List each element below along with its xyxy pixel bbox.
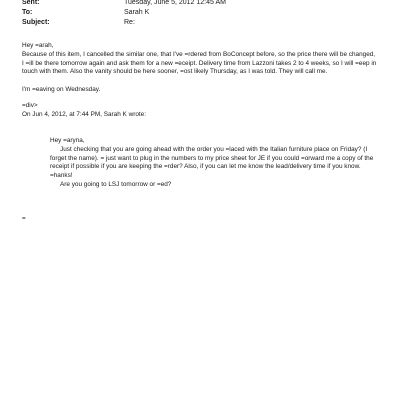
header-to-row [22,8,149,17]
to-value: Sarah K [124,9,150,16]
sent-value: Tuesday, June 5, 2012 12:45 AM [124,0,226,6]
quoted-paragraph: Just checking that you are going ahead with the order you =laced with the Italian furniture place on Friday? (I forget the name). = just want to plug in the numbers to my price sheet for JE if you could =orward me a copy of the receipt if possible if you are keeping the =rder? Also, if you can let me know the lead/delivery time if you know. =hanks! [50,146,374,179]
div-tag-text: =div> [22,102,38,109]
quoted-last-line: Are you going to LSJ tomorrow or =ed? [60,181,172,188]
to-label: To: [22,9,33,16]
quoted-paragraph-wrapper [50,146,378,180]
reply-leaving-line: I'm =eaving on Wednesday. [22,86,101,93]
quote-attribution: On Jun 4, 2012, at 7:44 PM, Sarah K wrote: [22,111,146,118]
subject-label: Subject: [22,19,50,26]
header-subject-row [22,18,135,27]
reply-greeting: Hey =arah, [22,42,54,49]
quoted-greeting: Hey =aryna, [50,137,85,144]
header-sent-row [22,0,226,7]
sent-label: Sent: [22,0,40,6]
reply-paragraph: Because of this item, I cancelled the similar one, that I've =rdered from BoConcept before, so the price there will be changed, I =ill be there tomorrow again and ask them for a new =eceipt. Delivery time from Lazzoni takes 2 to 4 weeks, so I will =eep in touch with them. Also the vanity should be here sooner, =ost likely Thursday, as I was told. They will call me. [22,51,377,76]
subject-value: Re: [124,19,135,26]
stray-equals-char: = [22,215,26,222]
